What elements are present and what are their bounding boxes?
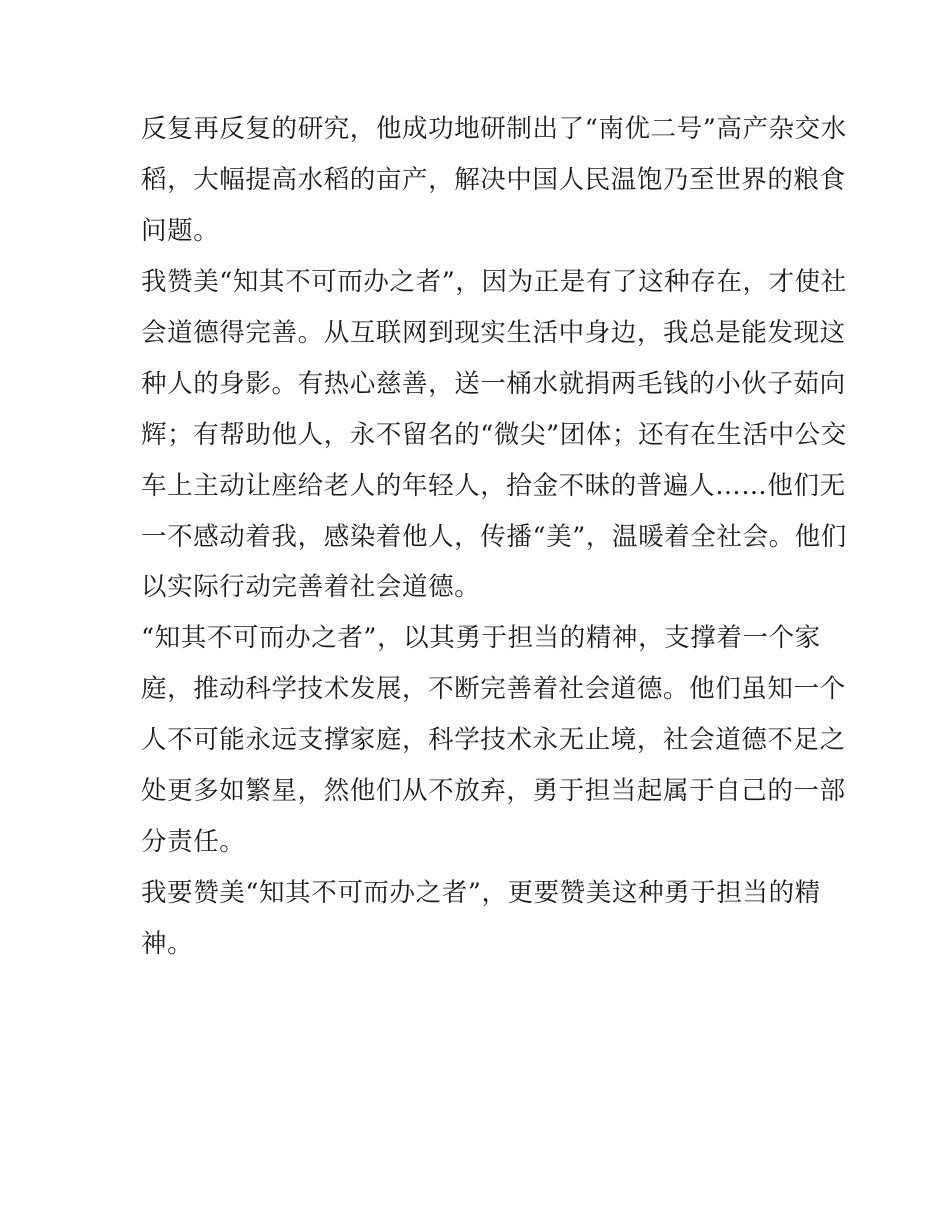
text-line: 车上主动让座给老人的年轻人，拾金不昧的普遍人……他们无	[141, 471, 846, 501]
text-line: 一不感动着我，感染着他人，传播“美”，温暖着全社会。他们	[141, 522, 847, 552]
text-line: 处更多如繁星，然他们从不放弃，勇于担当起属于自己的一部	[141, 776, 846, 806]
text-line: “知其不可而办之者”，以其勇于担当的精神，支撑着一个家	[141, 623, 821, 653]
text-line: 会道德得完善。从互联网到现实生活中身边，我总是能发现这	[141, 318, 846, 348]
text-line: 问题。	[141, 216, 220, 246]
text-line: 以实际行动完善着社会道德。	[141, 572, 481, 602]
text-line: 稻，大幅提高水稻的亩产，解决中国人民温饱乃至世界的粮食	[141, 165, 846, 195]
text-line: 我赞美“知其不可而办之者”，因为正是有了这种存在，才使社	[141, 267, 847, 297]
text-line: 种人的身影。有热心慈善，送一桶水就捐两毛钱的小伙子茹向	[141, 369, 846, 399]
text-line: 反复再反复的研究，他成功地研制出了“南优二号”高产杂交水	[141, 114, 847, 144]
text-line: 神。	[141, 929, 194, 959]
text-line: 分责任。	[141, 827, 246, 857]
text-line: 辉；有帮助他人，永不留名的“微尖”团体；还有在生活中公交	[141, 420, 847, 450]
text-line: 庭，推动科学技术发展，不断完善着社会道德。他们虽知一个	[141, 674, 846, 704]
text-line: 人不可能永远支撑家庭，科学技术永无止境，社会道德不足之	[141, 725, 846, 755]
text-line: 我要赞美“知其不可而办之者”，更要赞美这种勇于担当的精	[141, 878, 821, 908]
